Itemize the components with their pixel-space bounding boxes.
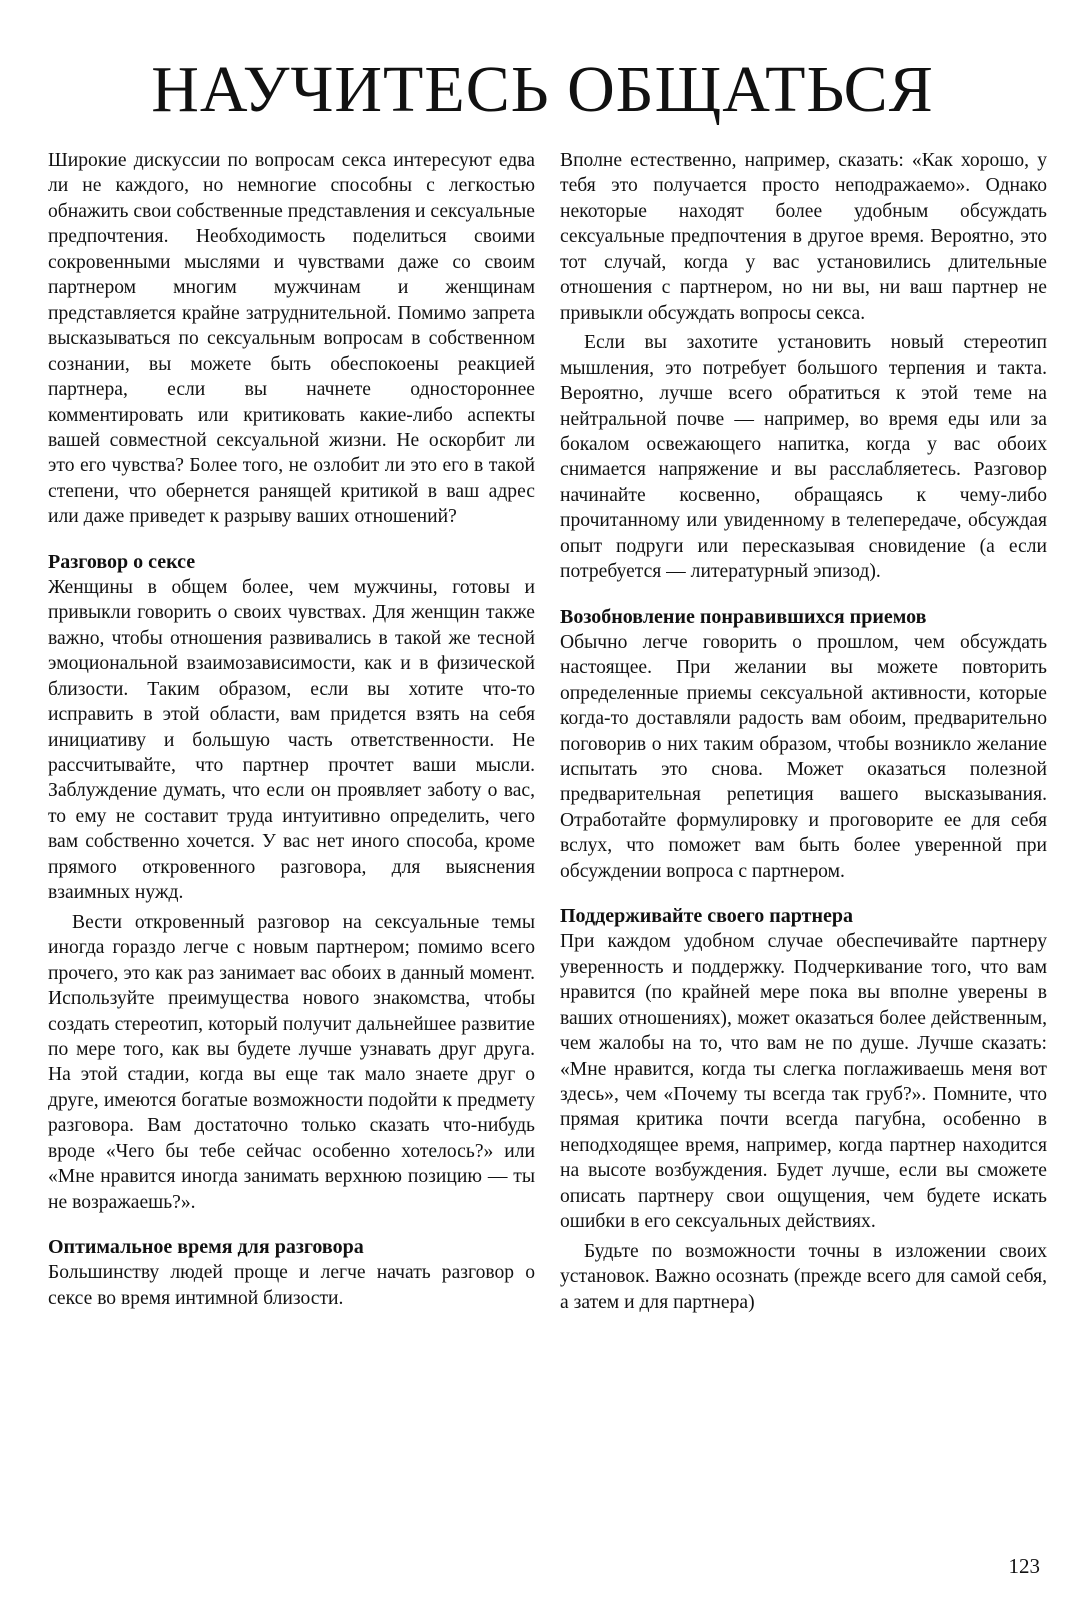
- section-paragraph: Вести откровенный разговор на сексуальные темы иногда гораздо легче с новым партнером; помимо всего прочего, это как раз занимает вас обоих в данный момент. Используйте преимущества нового знакомства, чтобы создать стереотип, который получит дальнейшее развитие по мере того, как вы будете лучше узнавать друг друга. На этой стадии, когда вы еще так мало знаете друг о друге, имеются богатые возможности подойти к предмету разговора. Вам достаточно только сказать что-нибудь вроде «Чего бы тебе сейчас особенно хотелось?» или «Мне нравится иногда занимать верхнюю позицию — ты не возражаешь?».: [48, 911, 535, 1213]
- section-paragraph: При каждом удобном случае обеспечивайте партнеру уверенность и поддержку. Подчеркивание того, что вам нравится (по крайней мере пока вы вполне уверены в ваших отношениях), может оказаться более действенным, чем жалобы на то, что вам не по душе. Лучше сказать: «Мне нравится, когда ты слегка поглаживаешь меня вот здесь», чем «Почему ты всегда так груб?». Помните, что прямая критика почти всегда пагубна, особенно в неподходящее время, например, когда партнер находится на высоте возбуждения. Будет лучше, если вы сможете описать партнеру свои ощущения, чем будете искать ошибки в его сексуальных действиях.: [560, 931, 1047, 1233]
- continuation-paragraph: Если вы захотите установить новый стереотип мышления, это потребует большого терпения и такта. Вероятно, лучше всего обратиться к этой теме на нейтральной почве — например, во время еды или за бокалом освежающего напитка, когда у вас обоих снимается напряжение и вы расслабляетесь. Разговор начинайте косвенно, обращаясь к чему-либо прочитанному или увиденному в телепередаче, обсуждая опыт подруги или пересказывая сновидение (а если потребуется — литературный эпизод).: [560, 332, 1047, 583]
- section-paragraph: Женщины в общем более, чем мужчины, готовы и привыкли говорить о своих чувствах. Для женщин также важно, чтобы отношения развивались в такой же тесной эмоциональной взаимозависимости, как и в физической близости. Таким образом, если вы хотите что-то исправить в этой области, вам придется взять на себя инициативу и большую часть ответственности. Не рассчитывайте, что партнер прочтет ваши мысли. Заблуждение думать, что если он проявляет заботу о вас, то ему не составит труда интуитивно определить, чего вам собственно хочется. У вас нет иного способа, кроме прямого откровенного разговора, для выяснения взаимных нужд.: [48, 576, 535, 904]
- section-paragraph: Будьте по возможности точны в изложении своих установок. Важно осознать (прежде всего для самой себя, а затем и для партнера): [560, 1240, 1047, 1313]
- section-paragraph: Большинству людей проще и легче начать разговор о сексе во время интимной близости.: [48, 1262, 535, 1309]
- section-paragraph: Обычно легче говорить о прошлом, чем обсуждать настоящее. При желании вы можете повторить определенные приемы сексуальной активности, которые когда-то доставляли радость вам обоим, предварительно поговорив о них таким образом, чтобы возникло желание испытать это снова. Может оказаться полезной предварительная репетиция вашего высказывания. Отработайте формулировку и проговорите ее для себя вслух, что поможет вам быть более уверенной при обсуждении вопроса с партнером.: [560, 631, 1047, 882]
- page-number: 123: [1008, 1554, 1040, 1578]
- section-heading-support-partner: Поддерживайте своего партнера: [560, 905, 853, 928]
- section-heading-talk-about-sex: Разговор о сексе: [48, 550, 196, 573]
- section-heading-renewal: Возобновление понравившихся приемов: [560, 605, 927, 628]
- left-column: [48, 148, 535, 1311]
- intro-paragraph: Широкие дискуссии по вопросам секса интересуют едва ли не каждого, но немногие способны с легкостью обнажить свои собственные представления и сексуальные предпочтения. Необходимость поделиться своими сокровенными мыслями и чувствами даже со своим партнером многим мужчинам и женщинам представляется крайне затруднительной. Помимо запрета высказываться по сексуальным вопросам в собственном сознании, вы можете быть обеспокоены реакцией партнера, если вы начнете одностороннее комментировать или критиковать какие-либо аспекты вашей совместной сексуальной жизни. Не оскорбит ли это его чувства? Более того, не озлобит ли это его в такой степени, что обернется ранящей критикой в ваш адрес или даже приведет к разрыву ваших отношений?: [48, 150, 535, 528]
- section-heading-optimal-time: Оптимальное время для разговора: [48, 1236, 364, 1259]
- right-column: [560, 148, 1047, 1315]
- page-title: НАУЧИТЕСЬ ОБЩАТЬСЯ: [151, 53, 934, 126]
- continuation-paragraph: Вполне естественно, например, сказать: «Как хорошо, у тебя это получается просто неподражаемо». Однако некоторые находят более удобным обсуждать сексуальные предпочтения в другое время. Вероятно, это тот случай, когда у вас установились длительные отношения с партнером, но ни вы, ни ваш партнер не привыкли обсуждать вопросы секса.: [560, 150, 1047, 324]
